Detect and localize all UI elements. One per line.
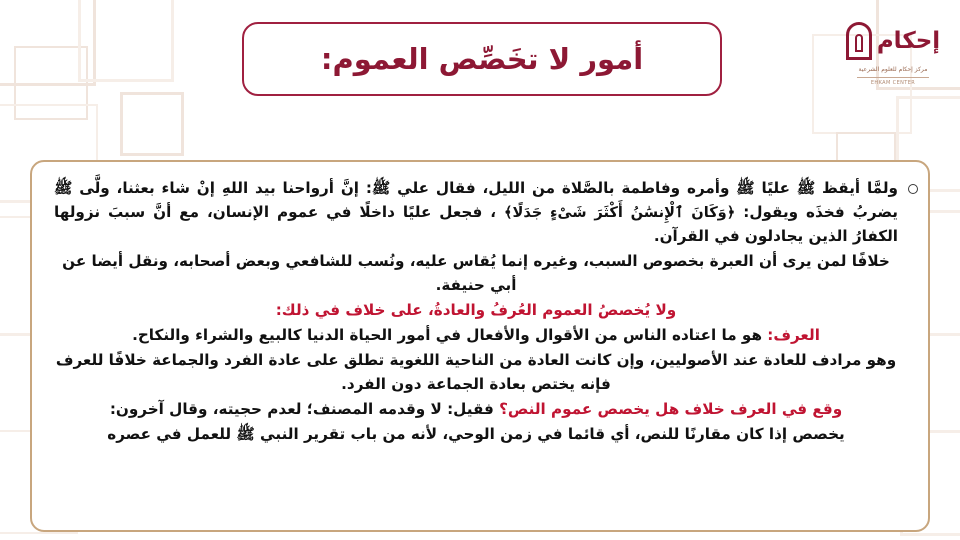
hadith-block xyxy=(54,176,898,248)
hadith-run-3: ، فجعل عليًا داخلًا في عموم الإنسان، مع أنَّ سببَ نزولها الكفارُ الذين يجادلون في القرآن. xyxy=(54,203,898,246)
page-title-box xyxy=(242,22,722,96)
urf-definition xyxy=(54,323,898,347)
question-heading xyxy=(54,397,898,421)
hadith-paragraph xyxy=(54,176,898,248)
logo-divider xyxy=(857,77,929,78)
question-run-2: هل يخصص xyxy=(592,400,680,419)
answer-text: يخصص إذا كان مقارنًا للنص، أي قائما في زمن الوحي، لأنه من باب تقرير النبي ﷺ للعمل في عصره xyxy=(107,425,845,444)
answer-paragraph xyxy=(54,422,898,446)
page-title: أمور لا تخَصِّص العموم: xyxy=(320,41,644,76)
ada-definition-text: وهو مرادف للعادة عند الأصوليين، وإن كانت العادة من الناحية اللغوية تطلق على عادة الفرد والجماعة خلافًا للعرف فإنه يختص بعادة الجماعة دون الفرد. xyxy=(55,351,897,394)
logo-subtitle: مركز إحكام للعلوم الشرعية xyxy=(858,66,928,73)
khilaf-paragraph xyxy=(54,249,898,297)
urf-heading-text: ولا يُخصصُ العموم العُرفُ والعادةُ، على خلاف في ذلك: xyxy=(275,301,677,320)
content-body xyxy=(32,162,928,453)
question-run-3: عموم النص؟ xyxy=(493,400,593,419)
bullet-icon xyxy=(908,184,918,194)
question-run-1: وقع في العرف خلاف xyxy=(679,400,843,419)
logo xyxy=(845,20,941,94)
urf-term: العرف: xyxy=(761,326,820,345)
question-run-4: فقيل: لا وقدمه المصنف؛ لعدم حجيته، وقال آخرون: xyxy=(109,400,494,419)
hadith-run-1: ولمَّا أيقظ ﷺ عليًا ﷺ وأمره وفاطمة بالصَّلاة من الليل، فقال علي ﷺ: إنَّ أرواحنا بيد اللهِ إنْ شاء بعثنا، ولَّى ﷺ يضربُ فخذَه ويقول: xyxy=(54,179,898,222)
content-card xyxy=(30,160,930,532)
slide-header xyxy=(0,0,960,120)
quran-verse: ﴿وَكَانَ ٱلْإِنسَٰنُ أَكْثَرَ شَىْءٍ جَدَلًا﴾ xyxy=(503,204,736,222)
khilaf-text: خلافًا لمن يرى أن العبرة بخصوص السبب، وغيره إنما يُقاس عليه، ونُسب للشافعي وبعض أصحابه، ونقل أيضا عن أبي حنيفة. xyxy=(62,252,890,295)
urf-heading xyxy=(54,298,898,322)
mihrab-icon xyxy=(846,22,872,60)
logo-mark xyxy=(845,20,941,62)
logo-english: EHKAM CENTER xyxy=(870,80,916,87)
ada-definition xyxy=(54,348,898,396)
logo-wordmark: إحكام xyxy=(876,27,941,54)
urf-definition-text: هو ما اعتاده الناس من الأقوال والأفعال في أمور الحياة الدنيا كالبيع والشراء والنكاح. xyxy=(132,326,762,345)
